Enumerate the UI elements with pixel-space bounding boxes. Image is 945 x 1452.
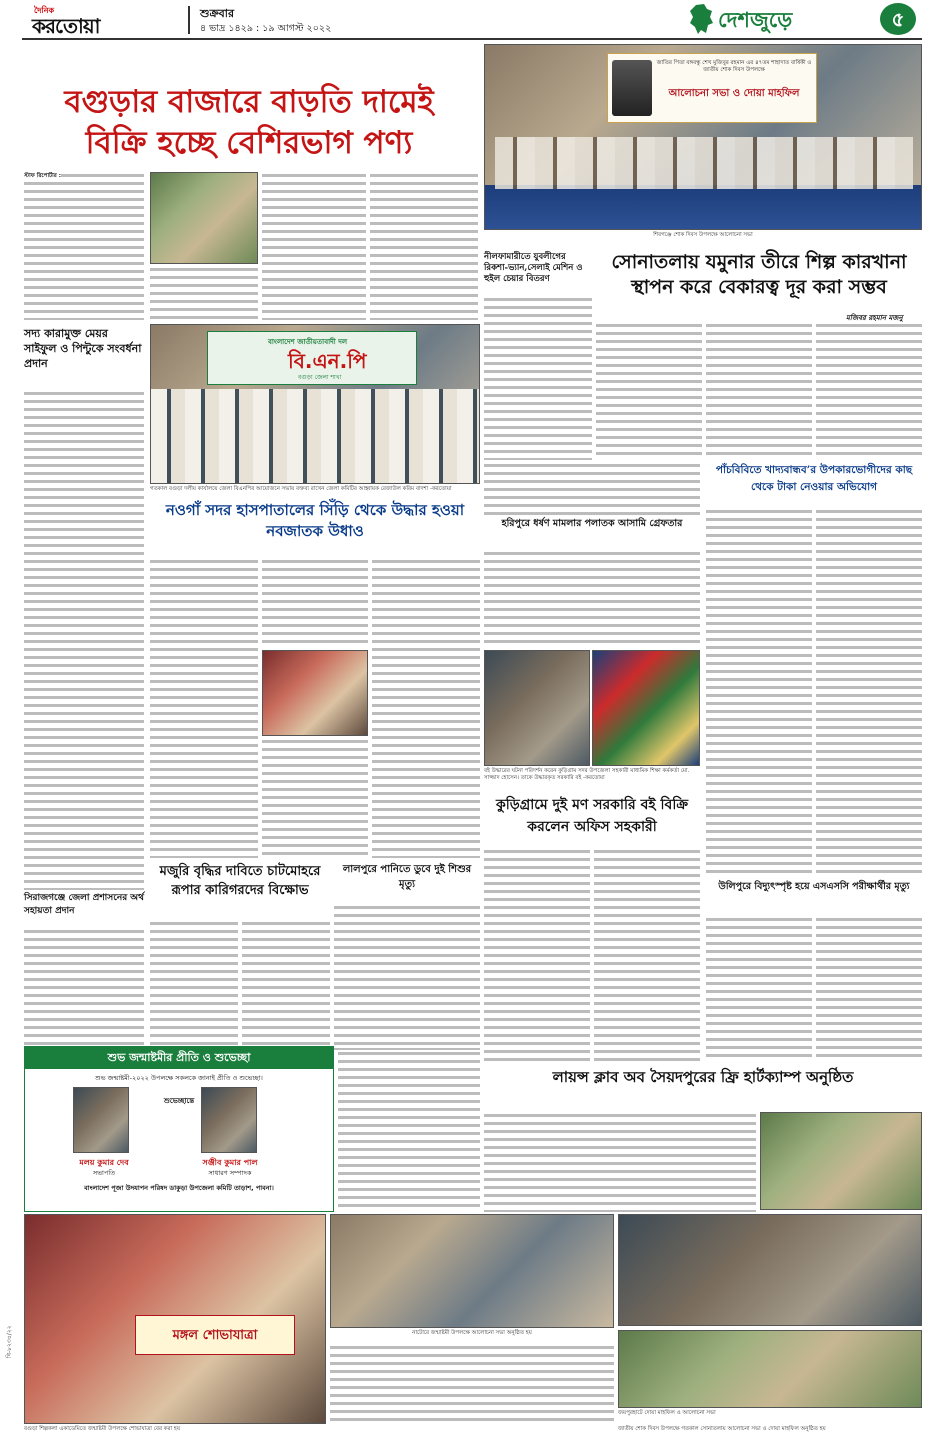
procession-banner <box>135 1315 295 1355</box>
event-banner-portrait <box>612 60 652 116</box>
panchbibi-body-col1 <box>706 508 812 878</box>
greeting-ad-label: শুভেচ্ছান্তে <box>163 1097 195 1105</box>
greeting-ad-header <box>25 1047 333 1069</box>
kurigram-story[interactable] <box>484 794 700 846</box>
ulipur-body-col1 <box>706 916 812 1062</box>
caramukt-story[interactable] <box>24 326 144 388</box>
bnp-audience <box>151 389 480 484</box>
greeting-ad-sub: শুভ জন্মাষ্টমী-২০২২ উপলক্ষে সকলকে জানাই প্রীতি ও শুভেচ্ছা। <box>95 1074 263 1082</box>
book-photo-caption: বই উদ্ধারের ঘটনা পরিদর্শন করেন কুড়িগ্রাম সদর উপজেলা সহকারী মাধ্যমিক শিক্ষা কর্মকর্তা মো. সাজ্জাদ হোসেন। তাকে উদ্ধারকৃত সরকারি বই -করতোয়া <box>484 768 690 781</box>
sonatala-body-col3 <box>816 322 922 460</box>
bnp-banner-big: বি.এন.পি <box>288 349 367 373</box>
chatmohar-body-col1 <box>150 920 238 1046</box>
sirajganj-body <box>24 928 144 1046</box>
greeting-ad-header-text: শুভ জন্মাষ্টমীর প্রীতি ও শুভেচ্ছা <box>107 1051 251 1064</box>
kurigram-body-col2 <box>594 848 700 1062</box>
harirampur-body <box>484 550 700 646</box>
lead-article-col1 <box>24 172 144 320</box>
naogaon-body-col2b <box>262 738 368 858</box>
bottom-photo-center <box>330 1214 614 1328</box>
sonatala-body-col2 <box>706 322 812 460</box>
event-banner-title: আলোচনা সভা ও দোয়া মাহফিল <box>668 88 800 99</box>
ulipur-story[interactable] <box>706 880 922 914</box>
bnp-banner-sub: বগুড়া জেলা শাখা <box>298 374 342 381</box>
bottom-photo-left <box>24 1214 326 1424</box>
masthead <box>0 0 945 40</box>
panchbibi-headline: পাঁচবিবিতে খাদ্যবান্ধব’র উপকারভোগীদের কাছ থেকে টাকা নেওয়ার অভিযোগ <box>715 464 913 493</box>
harirampur-headline: হরিপুরে ধর্ষণ মামলার পলাতক আসামি গ্রেফতার <box>501 518 683 529</box>
lead-headline-line1: বগুড়ার বাজারে বাড়তি দামেই <box>64 84 434 120</box>
side-tag <box>2 1300 18 1360</box>
logo-small-text: দৈনিক <box>34 5 55 15</box>
bnp-banner-line1: বাংলাদেশ জাতীয়তাবাদী দল <box>268 338 348 346</box>
chatmohar-headline: মজুরি বৃদ্ধির দাবিতে চাটমোহরে রূপার কারিগরদের বিক্ষোভ <box>159 864 321 898</box>
kurigram-body-col1 <box>484 848 590 1062</box>
nilphamari-body <box>484 296 592 460</box>
nilphamari-story[interactable] <box>484 252 592 294</box>
harirampur-story[interactable] <box>484 518 700 548</box>
event-banner-text: জাতির পিতা বঙ্গবন্ধু শেখ মুজিবুর রহমান এর ৪৭তম শাহাদাত বার্ষিকী ও জাতীয় শোক দিবস উপলক্ষে <box>656 60 812 73</box>
sonatala-body-col1 <box>596 322 702 460</box>
bnp-banner <box>207 331 417 385</box>
masthead-bottom-rule <box>22 38 922 40</box>
right-photo-caption: জাতীয় শোক দিবস উপলক্ষে গতকাল সোনাতলায় আলোচনা সভা ও দোয়া মাহফিল অনুষ্ঠিত হয় <box>618 1426 826 1432</box>
greeting-ad[interactable] <box>24 1046 334 1212</box>
chatmohar-body-col4 <box>338 1050 480 1212</box>
lions-headline: লায়ন্স ক্লাব অব সৈয়দপুরের ফ্রি হার্টক্যাম্প অনুষ্ঠিত <box>552 1068 854 1086</box>
baby-photo <box>262 650 368 736</box>
right-event-photo <box>760 1112 922 1210</box>
side-tag-text: বি-৮২৩৪/২২ <box>6 1325 13 1358</box>
lalpur-story[interactable] <box>334 862 480 902</box>
ulipur-headline: উলিপুরে বিদ্যুৎস্পৃষ্ট হয়ে এসএসসি পরীক্ষার্থীর মৃত্যু <box>718 881 910 892</box>
bangladesh-map-icon <box>688 3 714 35</box>
lead-headline[interactable] <box>24 82 474 172</box>
greeting-ad-footer: বাংলাদেশ পূজা উদযাপন পরিষদ ডাকুড়া উপজেলা কমিটি তাড়াশ, পাবনা। <box>84 1184 274 1192</box>
lead-article-col4 <box>370 172 478 320</box>
page-number: ৫ <box>891 7 905 31</box>
sonatala-story[interactable] <box>596 250 922 310</box>
lead-article-col3 <box>262 172 366 320</box>
person1-name: মলয় কুমার দেব <box>79 1158 129 1167</box>
bnp-photo <box>150 324 480 484</box>
bottom-caption-left: বগুড়া শিল্পকলা একাডেমিতে জন্মাষ্টমী উপলক্ষে শোভাযাত্রা বের করা হয় <box>24 1426 181 1432</box>
newspaper-logo[interactable] <box>30 4 180 36</box>
person2-title: সাধারণ সম্পাদক <box>208 1169 252 1177</box>
naogaon-body-col2 <box>262 558 368 648</box>
lions-story[interactable] <box>484 1066 922 1112</box>
lead-dateline: স্টাফ রিপোর্টার : <box>24 173 62 179</box>
top-event-photo <box>484 44 922 230</box>
bnp-photo-caption: গতকাল বগুড়া দলীয় কার্যালয়ে জেলা বিএনপির আয়োজনে সভায় বক্তব্য রাখেন জেলা কমিটির আহ্বায়ক রেজাউল করিম বাদশা -করতোয়া <box>150 486 452 492</box>
market-photo <box>150 172 258 264</box>
sirajganj-headline: সিরাজগঞ্জে জেলা প্রশাসনের অর্থ সহায়তা প্রদান <box>24 893 144 916</box>
person2-name: সঞ্জীব কুমার পাল <box>202 1158 258 1167</box>
lead-article-col2 <box>150 266 258 320</box>
naogaon-story[interactable] <box>150 500 480 556</box>
chatmohar-story[interactable] <box>150 862 330 918</box>
sirajganj-story[interactable] <box>24 892 144 926</box>
lalpur-body <box>334 904 480 1046</box>
event-banner <box>607 53 817 123</box>
panchbibi-story[interactable] <box>706 462 922 504</box>
person2-portrait <box>201 1087 257 1153</box>
ulipur-body-col2 <box>816 916 922 1062</box>
bottom-photo-right-2 <box>618 1330 922 1408</box>
lions-body <box>484 1112 756 1212</box>
masthead-day: শুক্রবার <box>200 7 235 20</box>
naogaon-body-col3 <box>372 558 480 858</box>
kurigram-headline: কুড়িগ্রামে দুই মণ সরকারি বই বিক্রি করলেন অফিস সহকারী <box>495 797 689 835</box>
sonatala-byline: মজিবর রহমান মজনু <box>846 314 903 322</box>
lead-headline-line2: বিক্রি হচ্ছে বেশিরভাগ পণ্য <box>85 125 413 161</box>
bottom-photo-right <box>618 1214 922 1326</box>
naogaon-body-col1 <box>150 558 258 858</box>
caramukt-headline: সদ্য কারামুক্ত মেয়র সাইফুল ও পিন্টুকে সংবর্ধনা প্রদান <box>24 327 142 370</box>
page-number-badge <box>880 3 916 35</box>
bottom-caption-center: নাটোরে জন্মাষ্টমী উপলক্ষে আলোচনা সভা অনুষ্ঠিত হয় <box>412 1330 532 1336</box>
logo-main-text: করতোয়া <box>32 14 100 38</box>
event-stage-table <box>485 185 922 230</box>
book-photo-left <box>484 650 590 766</box>
masthead-divider <box>188 6 190 34</box>
panchbibi-body-col2 <box>816 508 922 878</box>
lalpur-headline: লালপুরে পানিতে ডুবে দুই শিশুর মৃত্যু <box>342 864 472 890</box>
person1-title: সভাপতি <box>92 1169 116 1177</box>
section-title: দেশজুড়ে <box>718 7 793 32</box>
procession-banner-text: মঙ্গল শোভাযাত্রা <box>172 1328 258 1343</box>
bottom-caption-center-body <box>330 1344 614 1424</box>
nilphamari-headline: নীলফামারীতে যুবলীগের রিকশা-ভ্যান,সেলাই মেশিন ও হুইল চেয়ার বিতরণ <box>484 252 583 284</box>
naogaon-headline: নওগাঁ সদর হাসপাতালের সিঁড়ি থেকে উদ্ধার হওয়া নবজাতক উধাও <box>165 501 465 540</box>
chatmohar-body-col2 <box>242 920 330 1046</box>
caramukt-body <box>24 390 144 890</box>
event-people-row <box>495 137 913 189</box>
nilphamari-body-2 <box>484 462 700 516</box>
masthead-date: ৪ ভাদ্র ১৪২৯ : ১৯ আগস্ট ২০২২ <box>200 23 332 34</box>
sonatala-headline: সোনাতলায় যমুনার তীরে শিল্প কারখানা স্থাপন করে বেকারত্ব দূর করা সম্ভব <box>611 251 907 298</box>
book-photo-right <box>592 650 700 766</box>
person1-portrait <box>73 1087 129 1153</box>
bottom-caption-right: জয়পুরহাটে দোয়া মাহফিল ও আলোচনা সভা <box>618 1410 716 1416</box>
top-photo-caption: শিবগঞ্জে শোক দিবস উপলক্ষে আলোচনা সভা <box>653 232 753 238</box>
